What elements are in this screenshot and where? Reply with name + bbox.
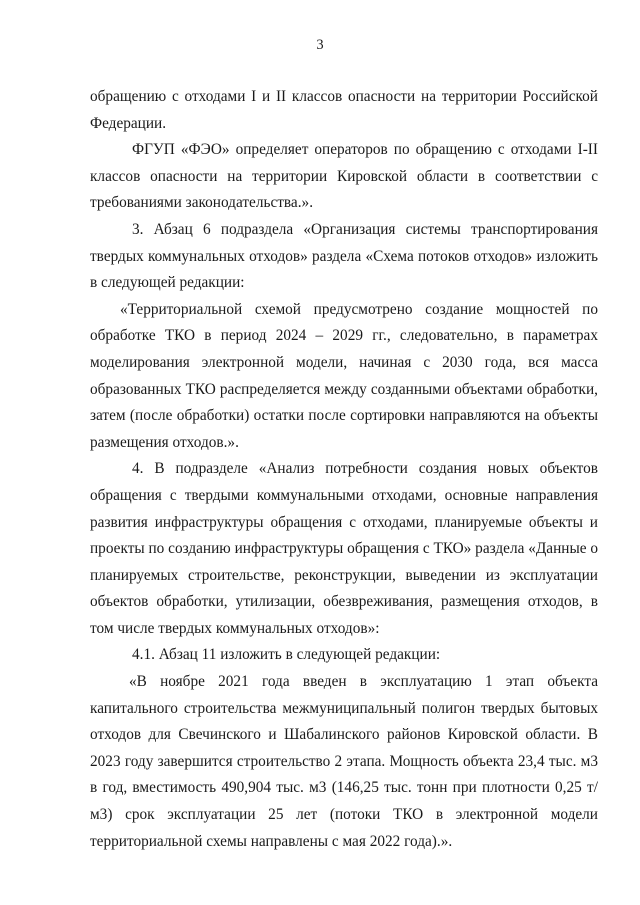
- document-body: [90, 84, 598, 855]
- paragraph-item-4: 4. В подразделе «Анализ потребности создания новых объектов обращения с твердыми коммунальными отходами, основные направления развития инфраструктуры обращения с отходами, планируемые объекты и проекты по созданию инфраструктуры обращения с ТКО» раздела «Данные о планируемых строительстве, реконструкции, выведении из эксплуатации объектов обработки, утилизации, обезвреживания, размещения отходов, в том числе твердых коммунальных отходов»:: [90, 460, 598, 637]
- paragraph-quote-landfill: «В ноябре 2021 года введен в эксплуатацию 1 этап объекта капитального строительства межмуниципальный полигон твердых бытовых отходов для Свечинского и Шабалинского районов Кировской области. В 2023 году завершится строительство 2 этапа. Мощность объекта 23,4 тыс. м3 в год, вместимость 490,904 тыс. м3 (146,25 тыс. тонн при плотности 0,25 т/м3) срок эксплуатации 25 лет (потоки ТКО в электронной модели территориальной схемы направлены с мая 2022 года).».: [90, 673, 598, 850]
- paragraph-continuation: обращению с отходами I и II классов опасности на территории Российской Федерации.: [90, 88, 598, 132]
- paragraph-item-4-1: 4.1. Абзац 11 изложить в следующей редакции:: [132, 646, 441, 664]
- paragraph-item-3: 3. Абзац 6 подраздела «Организация системы транспортирования твердых коммунальных отходов» раздела «Схема потоков отходов» изложить в следующей редакции:: [90, 220, 598, 292]
- page-number: 3: [316, 37, 324, 53]
- paragraph-quote-territorial-scheme: «Территориальной схемой предусмотрено создание мощностей по обработке ТКО в период 2024 – 2029 гг., следовательно, в параметрах моделирования электронной модели, начиная с 2030 года, вся масса образованных ТКО распределяется между созданными объектами обработки, затем (после обработки) остатки после сортировки направляются на объекты размещения отходов.».: [90, 300, 598, 451]
- paragraph-fgup-feo: ФГУП «ФЭО» определяет операторов по обращению с отходами I-II классов опасности на территории Кировской области в соответствии с требованиями законодательства.».: [90, 141, 598, 212]
